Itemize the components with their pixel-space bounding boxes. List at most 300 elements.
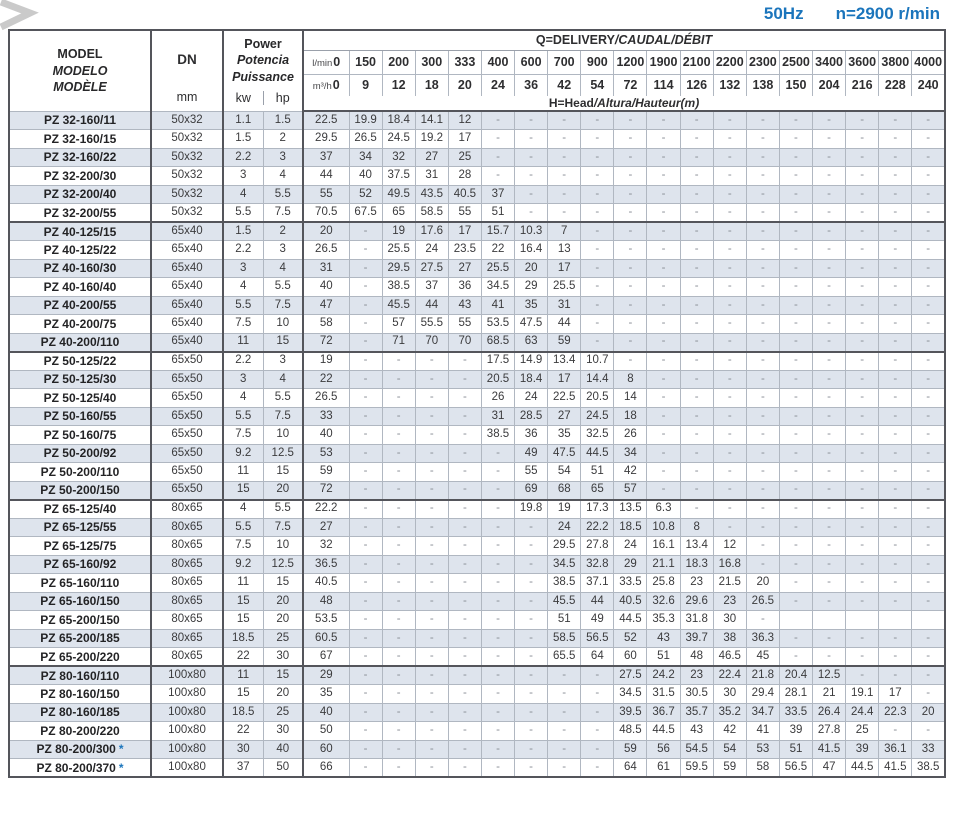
head-cell: - (779, 370, 812, 389)
head-cell: - (746, 370, 779, 389)
head-cell: - (481, 611, 514, 630)
lmin-value: 3800 (879, 50, 912, 74)
head-cell: - (680, 111, 713, 130)
head-cell: 29 (614, 555, 647, 574)
head-cell: 48 (680, 648, 713, 667)
head-cell: - (879, 722, 912, 741)
table-row (9, 204, 945, 223)
head-cell: 44 (548, 315, 581, 334)
head-cell: - (680, 370, 713, 389)
model-label: MODEL (57, 47, 103, 61)
hp-cell: 50 (263, 759, 303, 778)
head-cell: - (415, 648, 448, 667)
lmin-value: 600 (515, 50, 548, 74)
head-cell: - (746, 537, 779, 556)
head-cell: 34.5 (548, 555, 581, 574)
kw-cell: 1.1 (223, 111, 263, 130)
kw-cell: 7.5 (223, 315, 263, 334)
head-cell: - (382, 574, 415, 593)
head-cell: - (415, 592, 448, 611)
dn-cell: 100x80 (151, 685, 223, 704)
head-cell: - (647, 333, 680, 352)
head-cell: - (879, 352, 912, 371)
head-cell: - (713, 407, 746, 426)
head-cell: 27.5 (415, 259, 448, 278)
head-cell: - (779, 148, 812, 167)
head-cell: - (779, 167, 812, 186)
kw-cell: 5.5 (223, 204, 263, 223)
hp-cell: 15 (263, 666, 303, 685)
head-cell: - (481, 167, 514, 186)
head-cell: - (746, 611, 779, 630)
head-cell: 25 (448, 148, 481, 167)
head-cell: - (813, 407, 846, 426)
model-cell: PZ 32-160/15 (9, 130, 151, 149)
head-cell: - (879, 315, 912, 334)
head-cell: 10.7 (581, 352, 614, 371)
head-cell: 40 (349, 167, 382, 186)
model-cell: PZ 80-160/110 (9, 666, 151, 685)
head-cell: - (779, 111, 812, 130)
head-cell: 49 (581, 611, 614, 630)
head-cell: - (415, 370, 448, 389)
head-cell: 47.5 (548, 444, 581, 463)
head-cell: - (813, 185, 846, 204)
head-cell: - (912, 407, 945, 426)
head-cell: - (846, 555, 879, 574)
lmin-value: 150 (349, 50, 382, 74)
head-cell: - (713, 444, 746, 463)
hp-cell: 20 (263, 592, 303, 611)
head-cell: - (515, 759, 548, 778)
head-cell: - (581, 241, 614, 260)
m3h-value: 216 (846, 74, 879, 96)
model-cell: PZ 50-125/30 (9, 370, 151, 389)
head-cell: 17 (548, 370, 581, 389)
head-cell: 24 (614, 537, 647, 556)
head-cell: - (581, 185, 614, 204)
head-cell: - (912, 370, 945, 389)
table-row (9, 759, 945, 778)
kw-cell: 4 (223, 389, 263, 408)
model-cell: PZ 80-200/370 * (9, 759, 151, 778)
hp-cell: 30 (263, 648, 303, 667)
head-cell: - (813, 592, 846, 611)
head-cell: - (680, 241, 713, 260)
head-cell: - (879, 426, 912, 445)
head-cell: - (614, 167, 647, 186)
m3h-value: 36 (515, 74, 548, 96)
head-cell: - (481, 463, 514, 482)
head-cell: - (448, 370, 481, 389)
head-cell: 44 (581, 592, 614, 611)
model-cell: PZ 50-125/40 (9, 389, 151, 408)
head-cell: - (846, 259, 879, 278)
head-cell: - (912, 204, 945, 223)
head-cell: - (647, 481, 680, 500)
head-cell: - (779, 426, 812, 445)
model-cell: PZ 40-125/15 (9, 222, 151, 241)
head-cell: - (382, 629, 415, 648)
table-row (9, 518, 945, 537)
head-cell: - (349, 278, 382, 297)
head-cell: - (647, 185, 680, 204)
head-cell: 38.5 (481, 426, 514, 445)
head-cell: 24 (515, 389, 548, 408)
kw-cell: 11 (223, 666, 263, 685)
head-cell: - (448, 500, 481, 519)
head-cell: 14 (614, 389, 647, 408)
head-cell: 64 (614, 759, 647, 778)
head-cell: 17 (548, 259, 581, 278)
head-cell: - (448, 629, 481, 648)
head-cell: - (515, 185, 548, 204)
head-cell: - (713, 333, 746, 352)
head-cell: 67.5 (349, 204, 382, 223)
head-cell: 44.5 (647, 722, 680, 741)
hp-cell: 1.5 (263, 111, 303, 130)
head-cell: 24.5 (382, 130, 415, 149)
table-row (9, 407, 945, 426)
dn-cell: 65x40 (151, 278, 223, 297)
head-cell: 13 (548, 241, 581, 260)
kw-cell: 11 (223, 574, 263, 593)
head-cell: 70 (448, 333, 481, 352)
head-cell: - (912, 259, 945, 278)
head-cell: - (746, 518, 779, 537)
m3h-value: 228 (879, 74, 912, 96)
head-cell: - (448, 740, 481, 759)
head-cell: - (349, 315, 382, 334)
head-cell: - (879, 389, 912, 408)
head-cell: - (481, 666, 514, 685)
kw-cell: 1.5 (223, 130, 263, 149)
head-cell: 22.5 (548, 389, 581, 408)
head-cell: 60.5 (303, 629, 349, 648)
head-cell: 27.8 (813, 722, 846, 741)
head-cell: - (912, 352, 945, 371)
head-cell: - (415, 426, 448, 445)
head-cell: - (349, 370, 382, 389)
hp-cell: 4 (263, 167, 303, 186)
head-cell: 53 (303, 444, 349, 463)
head-cell: - (713, 315, 746, 334)
head-cell: - (879, 167, 912, 186)
head-cell: - (548, 685, 581, 704)
head-cell: - (813, 426, 846, 445)
head-cell: - (912, 592, 945, 611)
head-cell: - (846, 315, 879, 334)
head-cell: - (680, 463, 713, 482)
lmin-value: l/min0 (303, 50, 349, 74)
delivery-title-header (303, 30, 945, 50)
head-cell: - (515, 518, 548, 537)
head-cell: 29.5 (382, 259, 415, 278)
head-cell: - (813, 296, 846, 315)
table-row (9, 111, 945, 130)
head-cell: 31 (548, 296, 581, 315)
head-cell: - (515, 648, 548, 667)
head-cell: 16.8 (713, 555, 746, 574)
m3h-unit-label: m³/h (312, 81, 332, 93)
head-cell: - (813, 130, 846, 149)
head-cell: - (779, 592, 812, 611)
head-cell: - (846, 500, 879, 519)
head-cell: 59.5 (680, 759, 713, 778)
hp-cell: 4 (263, 370, 303, 389)
model-cell: PZ 40-200/110 (9, 333, 151, 352)
dn-cell: 80x65 (151, 611, 223, 630)
model-cell: PZ 32-160/22 (9, 148, 151, 167)
head-cell: 49.5 (382, 185, 415, 204)
head-cell: - (779, 315, 812, 334)
dn-cell: 50x32 (151, 167, 223, 186)
head-cell: 51 (548, 611, 581, 630)
head-cell: 53.5 (481, 315, 514, 334)
head-cell: 36.7 (647, 703, 680, 722)
head-cell: - (746, 185, 779, 204)
dn-label: DN (177, 51, 197, 67)
head-cell: - (912, 537, 945, 556)
dn-cell: 80x65 (151, 629, 223, 648)
head-cell: - (647, 111, 680, 130)
lmin-value: 2500 (779, 50, 812, 74)
kw-cell: 5.5 (223, 407, 263, 426)
head-cell: 50 (303, 722, 349, 741)
head-cell: - (846, 481, 879, 500)
head-cell: - (746, 500, 779, 519)
head-cell: 27.8 (581, 537, 614, 556)
head-cell: - (912, 241, 945, 260)
head-cell: 38.5 (912, 759, 945, 778)
head-cell: - (481, 722, 514, 741)
m3h-value: 54 (581, 74, 614, 96)
head-cell: 16.1 (647, 537, 680, 556)
modele-label: MODÈLE (53, 80, 107, 94)
head-cell: - (548, 167, 581, 186)
head-cell: - (813, 389, 846, 408)
head-cell: - (813, 241, 846, 260)
head-cell: - (680, 148, 713, 167)
head-cell: - (415, 666, 448, 685)
head-cell: 72 (303, 333, 349, 352)
head-cell: - (349, 574, 382, 593)
head-cell: - (813, 222, 846, 241)
head-cell: - (647, 222, 680, 241)
head-cell: 41.5 (879, 759, 912, 778)
table-row (9, 592, 945, 611)
head-cell: - (779, 352, 812, 371)
dn-cell: 65x40 (151, 296, 223, 315)
head-cell: - (713, 241, 746, 260)
model-cell: PZ 65-200/150 (9, 611, 151, 630)
m3h-value: 150 (779, 74, 812, 96)
model-cell: PZ 50-160/75 (9, 426, 151, 445)
head-cell: - (846, 167, 879, 186)
head-cell: 54 (548, 463, 581, 482)
head-cell: - (846, 204, 879, 223)
head-cell: - (713, 185, 746, 204)
head-cell: - (515, 111, 548, 130)
hp-cell: 10 (263, 426, 303, 445)
kw-cell: 18.5 (223, 629, 263, 648)
head-units-header (303, 96, 945, 111)
head-cell: - (349, 629, 382, 648)
hp-cell: 3 (263, 148, 303, 167)
head-cell: - (515, 722, 548, 741)
table-row (9, 333, 945, 352)
dn-cell: 80x65 (151, 518, 223, 537)
head-cell: - (713, 500, 746, 519)
head-cell: 30 (713, 685, 746, 704)
head-cell: - (349, 685, 382, 704)
head-cell: - (481, 574, 514, 593)
head-cell: - (680, 444, 713, 463)
head-cell: - (349, 407, 382, 426)
head-cell: 31 (481, 407, 514, 426)
head-cell: 43.5 (415, 185, 448, 204)
head-cell: 40 (303, 278, 349, 297)
head-cell: - (647, 241, 680, 260)
head-cell: - (349, 222, 382, 241)
head-cell: 31 (303, 259, 349, 278)
head-cell: 32.5 (581, 426, 614, 445)
head-cell: 26.5 (349, 130, 382, 149)
table-row (9, 426, 945, 445)
head-cell: - (680, 167, 713, 186)
head-cell: - (912, 481, 945, 500)
table-row (9, 278, 945, 297)
head-cell: - (912, 167, 945, 186)
head-cell: - (846, 241, 879, 260)
head-cell: - (349, 444, 382, 463)
head-cell: 21 (813, 685, 846, 704)
head-cell: - (779, 278, 812, 297)
head-cell: 17.5 (481, 352, 514, 371)
head-cell: 12 (713, 537, 746, 556)
table-row (9, 685, 945, 704)
head-cell: - (680, 204, 713, 223)
m3h-value: 9 (349, 74, 382, 96)
head-cell: - (680, 296, 713, 315)
table-row (9, 648, 945, 667)
head-cell: - (912, 389, 945, 408)
head-cell: - (382, 389, 415, 408)
head-cell: 25.5 (548, 278, 581, 297)
head-cell: 59 (303, 463, 349, 482)
head-cell: - (846, 666, 879, 685)
head-cell: - (746, 259, 779, 278)
lmin-value: 1900 (647, 50, 680, 74)
head-cell: 19.8 (515, 500, 548, 519)
head-cell: - (713, 278, 746, 297)
head-cell: - (448, 555, 481, 574)
head-cell: 30 (713, 611, 746, 630)
head-cell: - (614, 130, 647, 149)
model-cell: PZ 65-200/185 (9, 629, 151, 648)
head-cell: - (879, 444, 912, 463)
head-cell: 56 (647, 740, 680, 759)
head-cell: - (746, 222, 779, 241)
head-cell: - (813, 500, 846, 519)
head-cell: - (448, 685, 481, 704)
m3h-value: m³/h0 (303, 74, 349, 96)
head-cell: 36.5 (303, 555, 349, 574)
head-cell: - (415, 759, 448, 778)
head-cell: - (912, 278, 945, 297)
head-cell: 22.4 (713, 666, 746, 685)
head-cell: 18.4 (382, 111, 415, 130)
head-cell: 31.8 (680, 611, 713, 630)
table-row (9, 167, 945, 186)
head-cell: - (481, 648, 514, 667)
head-cell: 40.5 (614, 592, 647, 611)
head-cell: 57 (614, 481, 647, 500)
table-row (9, 296, 945, 315)
head-cell: 13.5 (614, 500, 647, 519)
star-icon: * (118, 760, 124, 775)
head-cell: - (846, 185, 879, 204)
head-cell: 53.5 (303, 611, 349, 630)
head-cell: 68 (548, 481, 581, 500)
hp-cell: 20 (263, 611, 303, 630)
head-cell: - (813, 629, 846, 648)
head-cell: 22 (303, 370, 349, 389)
head-cell: - (448, 574, 481, 593)
head-cell: 58 (303, 315, 349, 334)
model-cell: PZ 50-200/110 (9, 463, 151, 482)
head-cell: 67 (303, 648, 349, 667)
head-cell: - (746, 130, 779, 149)
table-row (9, 352, 945, 371)
head-cell: 56.5 (779, 759, 812, 778)
head-cell: - (647, 444, 680, 463)
head-cell: - (382, 740, 415, 759)
kw-cell: 7.5 (223, 537, 263, 556)
head-cell: - (349, 592, 382, 611)
head-cell: - (779, 518, 812, 537)
table-row (9, 481, 945, 500)
head-cell: 23.5 (448, 241, 481, 260)
model-cell: PZ 32-200/30 (9, 167, 151, 186)
head-cell: - (481, 685, 514, 704)
head-cell: - (846, 592, 879, 611)
dn-cell: 65x40 (151, 259, 223, 278)
model-cell: PZ 32-200/40 (9, 185, 151, 204)
head-cell: 32.8 (581, 555, 614, 574)
head-cell: - (713, 463, 746, 482)
head-cell: 27 (303, 518, 349, 537)
head-cell: 58.5 (548, 629, 581, 648)
head-cell: - (713, 204, 746, 223)
head-cell: 52 (614, 629, 647, 648)
head-cell: - (779, 500, 812, 519)
head-cell: 35 (548, 426, 581, 445)
model-cell: PZ 65-125/75 (9, 537, 151, 556)
head-cell: - (813, 444, 846, 463)
head-cell: - (581, 111, 614, 130)
kw-cell: 15 (223, 685, 263, 704)
head-cell: - (515, 685, 548, 704)
head-cell: - (415, 611, 448, 630)
table-row (9, 222, 945, 241)
head-cell: 27 (448, 259, 481, 278)
hp-cell: 15 (263, 463, 303, 482)
head-cell: - (548, 759, 581, 778)
head-cell: - (813, 648, 846, 667)
head-cell: 33.5 (779, 703, 812, 722)
head-cell: - (614, 315, 647, 334)
